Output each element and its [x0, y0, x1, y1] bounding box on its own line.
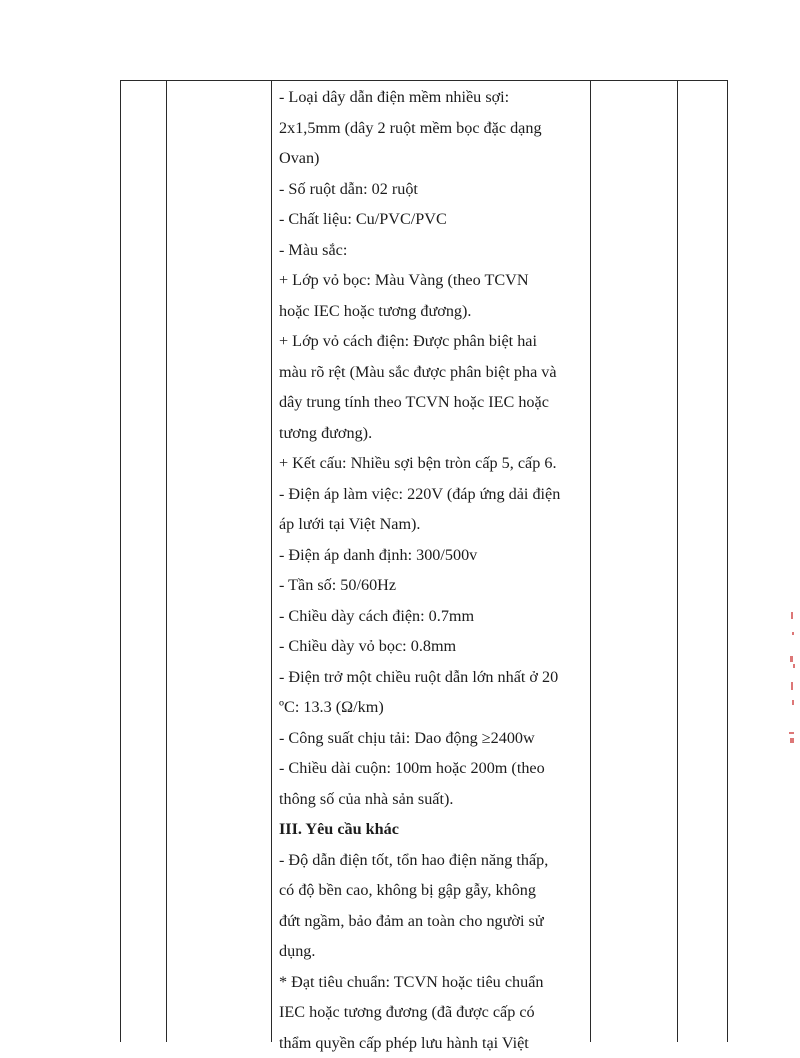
text-line: - Độ dẫn điện tốt, tổn hao điện năng thấp, [279, 845, 587, 876]
text-line: tương đương). [279, 418, 587, 449]
text-line: thẩm quyền cấp phép lưu hành tại Việt [279, 1028, 587, 1058]
text-line: - Công suất chịu tải: Dao động ≥2400w [279, 723, 587, 754]
text-line: dụng. [279, 936, 587, 967]
text-line: * Đạt tiêu chuẩn: TCVN hoặc tiêu chuẩn [279, 967, 587, 998]
text-line: - Số ruột dẫn: 02 ruột [279, 174, 587, 205]
specification-text [279, 82, 587, 1058]
text-line: 2x1,5mm (dây 2 ruột mềm bọc đặc dạng [279, 113, 587, 144]
text-line: + Kết cấu: Nhiều sợi bện tròn cấp 5, cấp 6. [279, 448, 587, 479]
text-line: áp lưới tại Việt Nam). [279, 509, 587, 540]
text-line: - Màu sắc: [279, 235, 587, 266]
text-line: thông số của nhà sản suất). [279, 784, 587, 815]
section-heading: III. Yêu cầu khác [279, 814, 587, 845]
text-line: - Chất liệu: Cu/PVC/PVC [279, 204, 587, 235]
text-line: - Chiều dày cách điện: 0.7mm [279, 601, 587, 632]
text-line: có độ bền cao, không bị gập gẫy, không [279, 875, 587, 906]
table-top-border [120, 80, 727, 81]
text-line: dây trung tính theo TCVN hoặc IEC hoặc [279, 387, 587, 418]
text-line: + Lớp vỏ cách điện: Được phân biệt hai [279, 326, 587, 357]
text-line: ºC: 13.3 (Ω/km) [279, 692, 587, 723]
table-column-border [166, 80, 167, 1042]
table-column-border [590, 80, 591, 1042]
text-line: - Tần số: 50/60Hz [279, 570, 587, 601]
text-line: - Điện trở một chiều ruột dẫn lớn nhất ở 20 [279, 662, 587, 693]
table-column-border [727, 80, 728, 1042]
table-column-border [677, 80, 678, 1042]
margin-stamp-marks [782, 612, 798, 752]
text-line: - Điện áp danh định: 300/500v [279, 540, 587, 571]
text-line: + Lớp vỏ bọc: Màu Vàng (theo TCVN [279, 265, 587, 296]
text-line: màu rõ rệt (Màu sắc được phân biệt pha và [279, 357, 587, 388]
text-line: - Chiều dài cuộn: 100m hoặc 200m (theo [279, 753, 587, 784]
text-line: IEC hoặc tương đương (đã được cấp có [279, 997, 587, 1028]
text-line: đứt ngầm, bảo đảm an toàn cho người sử [279, 906, 587, 937]
text-line: - Loại dây dẫn điện mềm nhiều sợi: [279, 82, 587, 113]
table-column-border [120, 80, 121, 1042]
text-line: hoặc IEC hoặc tương đương). [279, 296, 587, 327]
text-line: - Chiều dày vỏ bọc: 0.8mm [279, 631, 587, 662]
text-line: - Điện áp làm việc: 220V (đáp ứng dải điện [279, 479, 587, 510]
text-line: Ovan) [279, 143, 587, 174]
table-column-border [271, 80, 272, 1042]
